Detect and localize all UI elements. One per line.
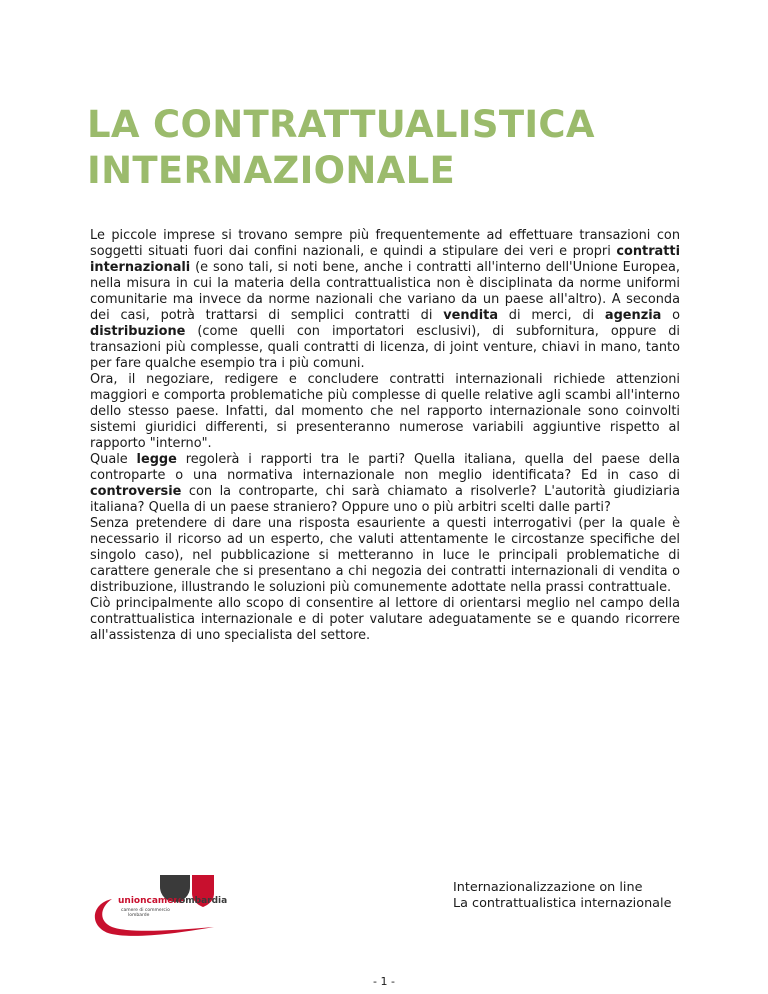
- paragraph-text: (e sono tali, si noti bene, anche i contratti all'interno dell'Unione Europea, nella misura in cui la materia della contrattualistica non è disciplinata da norme uniformi comunitarie ma invece da norme nazionali che variano da un paese all'altro). A seconda dei casi, potrà trattarsi di semplici contratti di: [90, 260, 680, 323]
- page-title-line-2: INTERNAZIONALE: [87, 149, 456, 192]
- unioncamere-lombardia-logo: [88, 873, 228, 939]
- logo-brand-lombardia: lombardia: [176, 896, 228, 906]
- paragraph-text: di merci, di: [498, 308, 605, 323]
- paragraph-text: Le piccole imprese si trovano sempre più frequentemente ad effettuare transazioni con soggetti situati fuori dai confini nazionali, e quindi a stipulare dei veri e propri: [90, 228, 680, 259]
- page-title: [87, 102, 707, 194]
- logo-sub-2: lombarde: [128, 913, 150, 918]
- paragraph-text: (come quelli con importatori esclusivi), di subfornitura, oppure di transazioni più complesse, quali contratti di licenza, di joint venture, chiavi in mano, tanto per fare qualche esempio tra i più comuni.: [90, 324, 680, 371]
- page-number: - 1 -: [373, 975, 395, 988]
- paragraph-text: con la controparte, chi sarà chiamato a risolverle? L'autorità giudiziaria italiana? Quella di un paese straniero? Oppure uno o più arbitri scelti dalle parti?: [90, 484, 680, 515]
- bold-term-agenzia: agenzia: [604, 308, 662, 323]
- paragraph-2: Ora, il negoziare, redigere e concludere contratti internazionali richiede attenzioni maggiori e comporta problematiche più complesse di quelle relative agli scambi all'interno dello stesso paese. Infatti, dal momento che nel rapporto internazionale sono coinvolti sistemi giuridici differenti, si presenteranno numerose variabili aggiuntive rispetto al rapporto "interno".: [90, 372, 680, 451]
- footer-text: [453, 880, 713, 912]
- logo-sub-1: camere di commercio: [121, 908, 170, 913]
- paragraph-3: [90, 452, 680, 515]
- footer-line-2: La contrattualistica internazionale: [453, 896, 672, 911]
- footer-line-1: Internazionalizzazione on line: [453, 880, 643, 895]
- page-title-line-1: LA CONTRATTUALISTICA: [87, 103, 595, 146]
- bold-term-controversie: controversie: [90, 484, 182, 499]
- paragraph-5: Ciò principalmente allo scopo di consentire al lettore di orientarsi meglio nel campo della contrattualistica internazionale e di poter valutare adeguatamente se e quando ricorrere all'assistenza di uno specialista del settore.: [90, 596, 680, 643]
- paragraph-text: o: [661, 308, 680, 323]
- paragraph-4: Senza pretendere di dare una risposta esauriente a questi interrogativi (per la quale è necessario il ricorso ad un esperto, che valuti attentamente le circostanze specifiche del singolo caso), nel pubblicazione si metteranno in luce le principali problematiche di carattere generale che si presentano a chi negozia dei contratti internazionali di vendita o distribuzione, illustrando le soluzioni più comunemente adottate nella prassi contrattuale.: [90, 516, 680, 595]
- bold-term-legge: legge: [136, 452, 177, 467]
- body-text: [90, 228, 680, 644]
- paragraph-1: [90, 228, 680, 371]
- bold-term-distribuzione: distribuzione: [90, 324, 186, 339]
- bold-term-vendita: vendita: [443, 308, 499, 323]
- paragraph-text: regolerà i rapporti tra le parti? Quella italiana, quella del paese della controparte o una normativa internazionale non meglio identificata? Ed in caso di: [90, 452, 680, 483]
- logo-brand-unioncamere: unioncamere: [118, 896, 184, 906]
- bold-term-contratti-internazionali: contratti internazionali: [90, 244, 680, 275]
- paragraph-text: Quale: [90, 452, 137, 467]
